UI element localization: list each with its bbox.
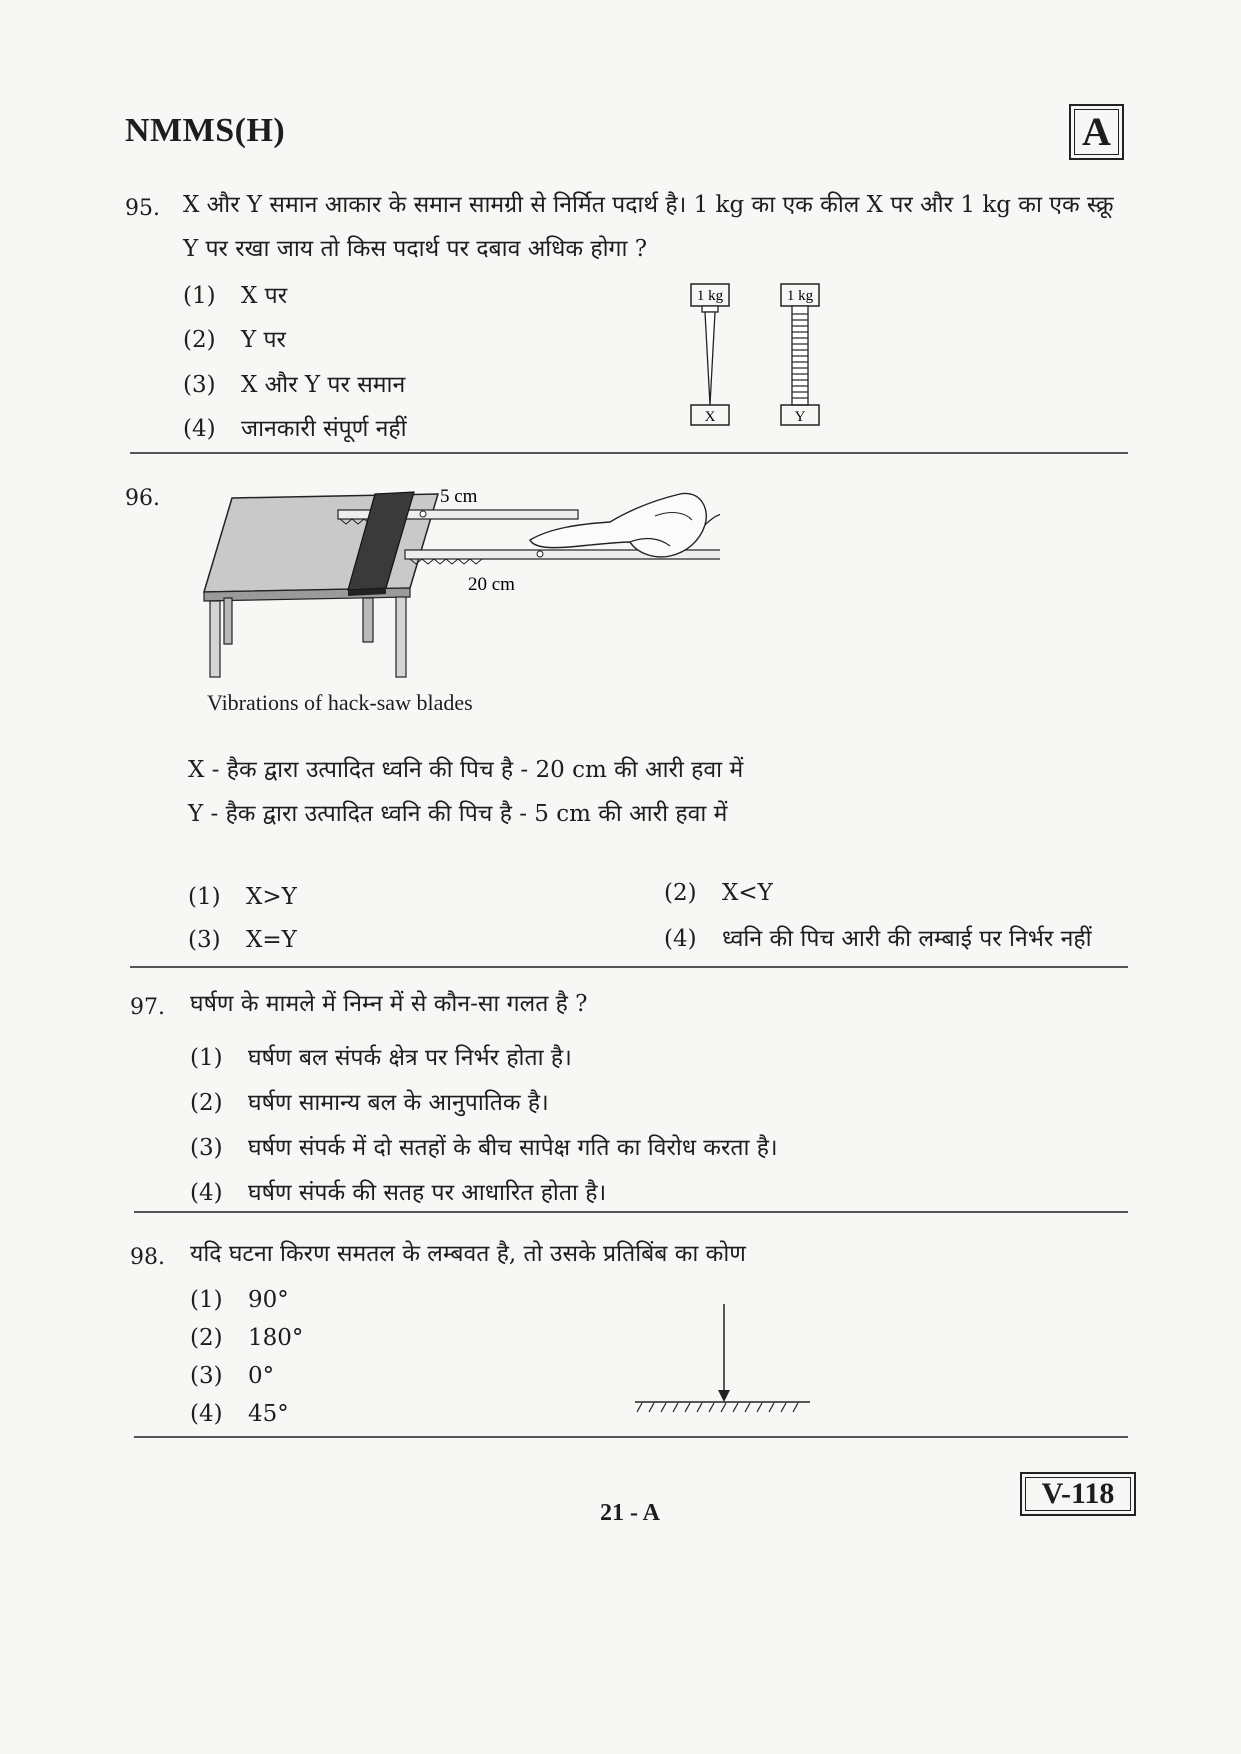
long-blade-teeth — [410, 559, 482, 564]
q98-option-3[interactable] — [190, 1363, 274, 1389]
q96-number: 96. — [125, 486, 160, 511]
q95-option-4[interactable] — [183, 411, 407, 443]
figure-caption: Vibrations of hack-saw blades — [207, 690, 473, 715]
q96-statement-x: X - हैक द्वारा उत्पादित ध्वनि की पिच है - 20 cm की आरी हवा में — [188, 757, 744, 783]
weight-label-left: 1 kg — [696, 288, 724, 304]
option-number: (1) — [188, 884, 221, 910]
q98-option-1[interactable] — [190, 1287, 289, 1313]
paper-code-box: V-118 — [1020, 1472, 1136, 1516]
nail-shaft — [705, 312, 715, 405]
option-number: (2) — [664, 880, 697, 906]
table-leg — [224, 598, 232, 644]
option-number: (3) — [190, 1135, 223, 1161]
option-number: (4) — [190, 1180, 223, 1206]
block-x-label: X — [704, 409, 716, 425]
option-number: (2) — [190, 1090, 223, 1116]
q97-option-3[interactable] — [190, 1130, 778, 1162]
set-code-box: A — [1069, 104, 1124, 160]
option-number: (1) — [190, 1045, 223, 1071]
ray-mirror-figure — [630, 1300, 815, 1420]
divider — [130, 966, 1128, 968]
table-leg — [210, 601, 220, 677]
option-text: घर्षण संपर्क में दो सतहों के बीच सापेक्ष गति का विरोध करता है। — [248, 1135, 778, 1161]
option-text: घर्षण बल संपर्क क्षेत्र पर निर्भर होता है। — [248, 1045, 572, 1071]
hacksaw-table-figure — [200, 480, 720, 690]
option-text: 45° — [248, 1401, 289, 1427]
q97-option-1[interactable] — [190, 1040, 572, 1072]
q97-text: घर्षण के मामले में निम्न में से कौन-सा गलत है ? — [190, 991, 588, 1017]
divider — [134, 1436, 1128, 1438]
q95-option-3[interactable] — [183, 367, 405, 399]
q96-option-2[interactable] — [664, 880, 773, 906]
divider — [130, 452, 1128, 454]
mirror-hatching — [637, 1403, 798, 1412]
option-number: (3) — [190, 1363, 223, 1389]
option-text: X>Y — [246, 884, 297, 910]
q96-option-4[interactable] — [664, 921, 1092, 953]
q95-text: X और Y समान आकार के समान सामग्री से निर्मित पदार्थ है। 1 kg का एक कील X पर और 1 kg का एक स्क्रू Y पर रखा जाय तो किस पदार्थ पर दबाव अधिक होगा ? — [183, 192, 1114, 262]
option-number: (2) — [190, 1325, 223, 1351]
weight-label-right: 1 kg — [786, 288, 814, 304]
q98-option-2[interactable] — [190, 1325, 303, 1351]
option-text: X और Y पर समान — [241, 372, 406, 398]
option-number: (3) — [183, 372, 216, 398]
q96-option-1[interactable] — [188, 884, 297, 910]
option-number: (4) — [664, 926, 697, 952]
page-number: 21 - A — [600, 1500, 660, 1526]
q97-number: 97. — [130, 995, 165, 1020]
nail-head — [702, 306, 718, 312]
option-text: जानकारी संपूर्ण नहीं — [241, 416, 407, 442]
table-leg — [396, 597, 406, 677]
table-leg — [363, 598, 373, 642]
option-text: X=Y — [246, 927, 297, 953]
option-text: घर्षण संपर्क की सतह पर आधारित होता है। — [248, 1180, 607, 1206]
nail-screw-figure — [680, 280, 840, 430]
label-20cm: 20 cm — [468, 574, 515, 595]
q96-statement-y: Y - हैक द्वारा उत्पादित ध्वनि की पिच है - 5 cm की आरी हवा में — [188, 801, 728, 827]
hand — [530, 493, 706, 556]
q95-number: 95. — [125, 196, 160, 221]
long-blade-pin — [537, 551, 543, 557]
option-text: X<Y — [722, 880, 773, 906]
option-number: (1) — [190, 1287, 223, 1313]
q98-option-4[interactable] — [190, 1401, 289, 1427]
q98-text: यदि घटना किरण समतल के लम्बवत है, तो उसके प्रतिबिंब का कोण — [190, 1241, 746, 1267]
q98-number: 98. — [130, 1245, 165, 1270]
option-number: (3) — [188, 927, 221, 953]
q95-option-2[interactable] — [183, 322, 286, 354]
option-text: 0° — [248, 1363, 275, 1389]
label-5cm: 5 cm — [440, 486, 478, 507]
option-number: (4) — [190, 1401, 223, 1427]
q97-option-4[interactable] — [190, 1175, 606, 1207]
option-text: X पर — [241, 283, 288, 309]
option-text: 90° — [248, 1287, 289, 1313]
option-number: (4) — [183, 416, 216, 442]
q95-option-1[interactable] — [183, 278, 287, 310]
option-text: ध्वनि की पिच आरी की लम्बाई पर निर्भर नहीं — [722, 926, 1092, 952]
option-text: घर्षण सामान्य बल के आनुपातिक है। — [248, 1090, 549, 1116]
ray-arrowhead — [718, 1390, 730, 1402]
block-y-label: Y — [794, 409, 806, 425]
booklet-title: NMMS(H) — [125, 112, 286, 149]
option-number: (1) — [183, 283, 216, 309]
divider — [134, 1211, 1128, 1213]
q96-option-3[interactable] — [188, 927, 297, 953]
short-blade-pin — [420, 511, 426, 517]
option-text: 180° — [248, 1325, 304, 1351]
q97-option-2[interactable] — [190, 1085, 549, 1117]
option-text: Y पर — [241, 327, 286, 353]
option-number: (2) — [183, 327, 216, 353]
